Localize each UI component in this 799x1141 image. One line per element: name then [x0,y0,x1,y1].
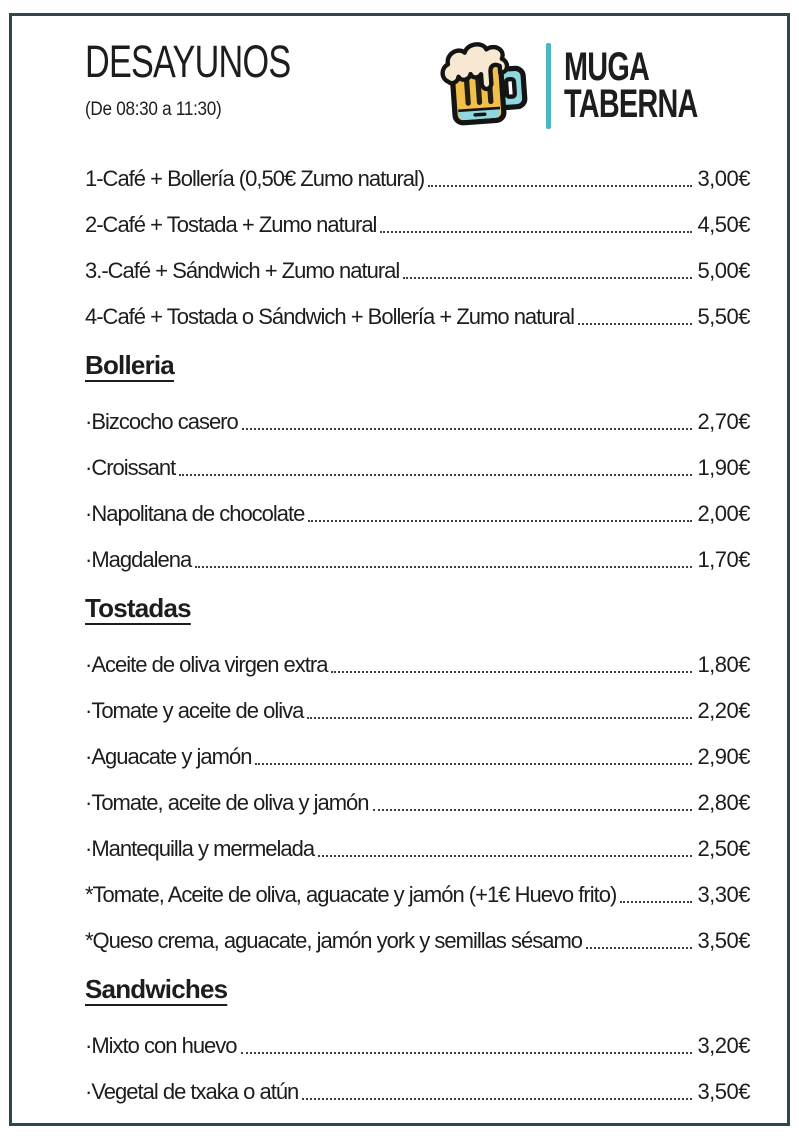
menu-item-row [85,212,750,238]
leader-dots [403,277,692,279]
menu-item-price: 1,80€ [697,652,750,677]
menu-item-price: 3,20€ [697,1033,750,1058]
menu-item-price: 2,70€ [697,409,750,434]
brand-logo [440,36,750,136]
leader-dots [179,474,692,476]
leader-dots [586,947,692,949]
menu-item-label: ·Tomate, aceite de oliva y jamón [85,790,369,815]
menu-item-label: ·Mantequilla y mermelada [85,836,315,861]
menu-item-label: ·Mixto con huevo [85,1033,237,1058]
menu-item-label: ·Bizcocho casero [85,409,238,434]
section-item-list [85,1033,750,1105]
menu-item-label: ·Aguacate y jamón [85,744,252,769]
leader-dots [428,185,692,187]
leader-dots [318,855,692,857]
brand-name [564,45,699,126]
menu-item-price: 2,80€ [697,790,750,815]
menu-item-price: 3,30€ [697,882,750,907]
menu-item-row [85,547,750,573]
page-title: DESAYUNOS [85,36,291,87]
menu-item-label: 4-Café + Tostada o Sándwich + Bollería + Zumo natural [85,304,574,329]
menu-item-price: 2,50€ [697,836,750,861]
menu-item-price: 2,20€ [697,698,750,723]
menu-item-row [85,928,750,954]
menu-item-label: ·Magdalena [85,547,192,572]
section-tostadas [85,593,750,954]
menu-item-price: 1,70€ [697,547,750,572]
menu-item-price: 4,50€ [697,212,750,237]
serving-hours: (De 08:30 a 11:30) [85,99,222,121]
header-left [85,38,355,121]
section-item-list [85,409,750,573]
menu-item-price: 3,00€ [697,166,750,191]
section-heading: Bolleria [85,350,174,380]
menu-item-row [85,1033,750,1059]
menu-item-label: *Queso crema, aguacate, jamón york y semillas sésamo [85,928,583,953]
menu-item-row [85,1079,750,1105]
leader-dots [578,323,692,325]
menu-item-row [85,304,750,330]
section-heading: Sandwiches [85,974,228,1004]
menu-item-price: 5,00€ [697,258,750,283]
menu-item-price: 1,90€ [697,455,750,480]
menu-item-row [85,744,750,770]
menu-item-price: 5,50€ [697,304,750,329]
menu-item-label: ·Croissant [85,455,176,480]
menu-item-row [85,882,750,908]
beer-mug-icon [440,36,536,136]
leader-dots [307,717,692,719]
section-item-list [85,652,750,954]
menu-item-label: 2-Café + Tostada + Zumo natural [85,212,377,237]
leader-dots [255,763,692,765]
leader-dots [241,1052,693,1054]
menu-item-row [85,455,750,481]
logo-divider [546,43,551,129]
leader-dots [373,809,693,811]
menu-item-row [85,652,750,678]
menu-item-row [85,501,750,527]
header [85,38,750,156]
section-bolleria [85,350,750,573]
menu-item-row [85,698,750,724]
menu-item-label: *Tomate, Aceite de oliva, aguacate y jamón (+1€ Huevo frito) [85,882,617,907]
leader-dots [195,566,692,568]
menu-item-price: 3,50€ [697,1079,750,1104]
menu-item-row [85,790,750,816]
leader-dots [242,428,693,430]
leader-dots [302,1098,692,1100]
leader-dots [620,901,692,903]
menu-item-row [85,409,750,435]
section-heading: Tostadas [85,593,191,623]
leader-dots [331,671,692,673]
menu-item-row [85,836,750,862]
menu-item-label: 3.-Café + Sándwich + Zumo natural [85,258,400,283]
menu-item-row [85,166,750,192]
menu-item-label: 1-Café + Bollería (0,50€ Zumo natural) [85,166,425,191]
leader-dots [380,231,692,233]
leader-dots [308,520,692,522]
menu-item-price: 3,50€ [697,928,750,953]
menu-item-label: ·Napolitana de chocolate [85,501,305,526]
menu-item-label: ·Aceite de oliva virgen extra [85,652,328,677]
brand-name-line1: MUGA [564,45,650,90]
menu-item-label: ·Vegetal de txaka o atún [85,1079,299,1104]
menu-item-price: 2,00€ [697,501,750,526]
menu [85,166,750,1105]
menu-item-row [85,258,750,284]
combo-list [85,166,750,330]
brand-name-line2: TABERNA [564,82,699,126]
menu-item-label: ·Tomate y aceite de oliva [85,698,304,723]
section-sandwiches [85,974,750,1105]
menu-item-price: 2,90€ [697,744,750,769]
